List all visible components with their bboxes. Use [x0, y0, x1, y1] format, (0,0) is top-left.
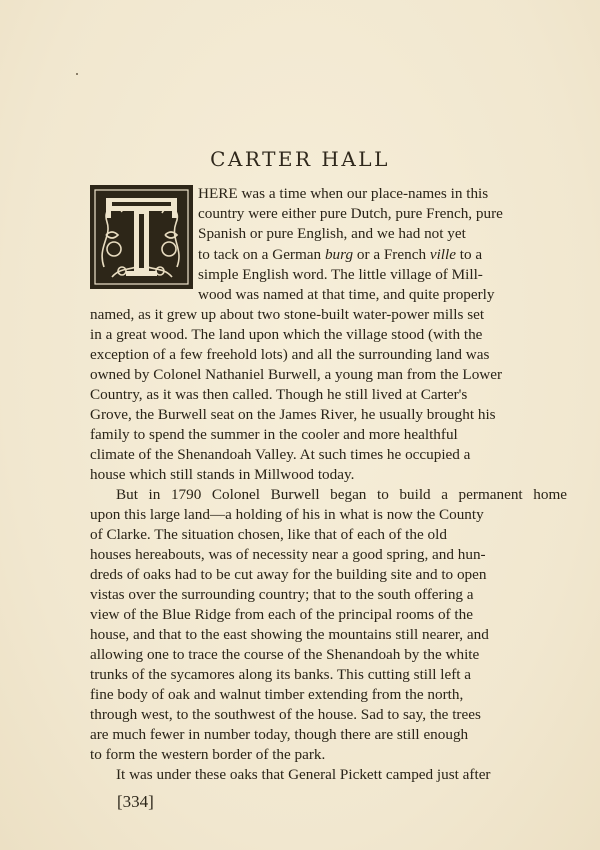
text-line: owned by Colonel Nathaniel Burwell, a young man from the Lower [90, 366, 503, 383]
text-line: through west, to the southwest of the house. Sad to say, the trees [90, 706, 481, 723]
decorated-initial [90, 185, 193, 289]
text-line: view of the Blue Ridge from each of the principal rooms of the [90, 606, 473, 623]
text-line: of Clarke. The situation chosen, like that of each of the old [90, 526, 447, 543]
text-line: houses hereabouts, was of necessity near a good spring, and hun- [90, 546, 486, 563]
text-line: to form the western border of the park. [90, 746, 326, 763]
text-line: dreds of oaks had to be cut away for the building site and to open [90, 566, 487, 583]
text-line: climate of the Shenandoah Valley. At such times he occupied a [90, 446, 471, 463]
text-line: upon this large land—a holding of his in what is now the County [90, 506, 484, 523]
text-line: fine body of oak and walnut timber extending from the north, [90, 686, 464, 703]
text-line: are much fewer in number today, though there are still enough [90, 726, 469, 743]
text-line: allowing one to trace the course of the Shenandoah by the white [90, 646, 480, 663]
text-line: HERE was a time when our place-names in this [198, 185, 489, 202]
chapter-title: CARTER HALL [210, 147, 390, 171]
text-line: wood was named at that time, and quite properly [198, 286, 495, 303]
text-line: But in 1790 Colonel Burwell began to build a permanent home [116, 486, 567, 503]
text-line: Grove, the Burwell seat on the James River, he usually brought his [90, 406, 496, 423]
page-number: [334] [117, 792, 154, 811]
paper-speck [76, 73, 78, 75]
text-line: to tack on a German burg or a French ville to a [198, 246, 483, 263]
text-line: Spanish or pure English, and we had not yet [198, 225, 466, 242]
dropcap-letter: T [141, 252, 142, 253]
text-line: in a great wood. The land upon which the village stood (with the [90, 326, 483, 343]
text-line: simple English word. The little village of Mill- [198, 266, 483, 283]
text-line: Country, as it was then called. Though he still lived at Carter's [90, 386, 468, 403]
text-line: vistas over the surrounding country; that to the south offering a [90, 586, 474, 603]
text-line: house which still stands in Millwood today. [90, 466, 355, 483]
text-line: named, as it grew up about two stone-built water-power mills set [90, 306, 485, 323]
text-line: exception of a few freehold lots) and all the surrounding land was [90, 346, 490, 363]
text-line: house, and that to the east showing the mountains still nearer, and [90, 626, 489, 643]
text-line: family to spend the summer in the cooler and more healthful [90, 426, 458, 443]
text-line: country were either pure Dutch, pure French, pure [198, 205, 503, 222]
text-line: It was under these oaks that General Pickett camped just after [116, 766, 491, 783]
text-line: trunks of the sycamores along its banks. This cutting still left a [90, 666, 472, 683]
